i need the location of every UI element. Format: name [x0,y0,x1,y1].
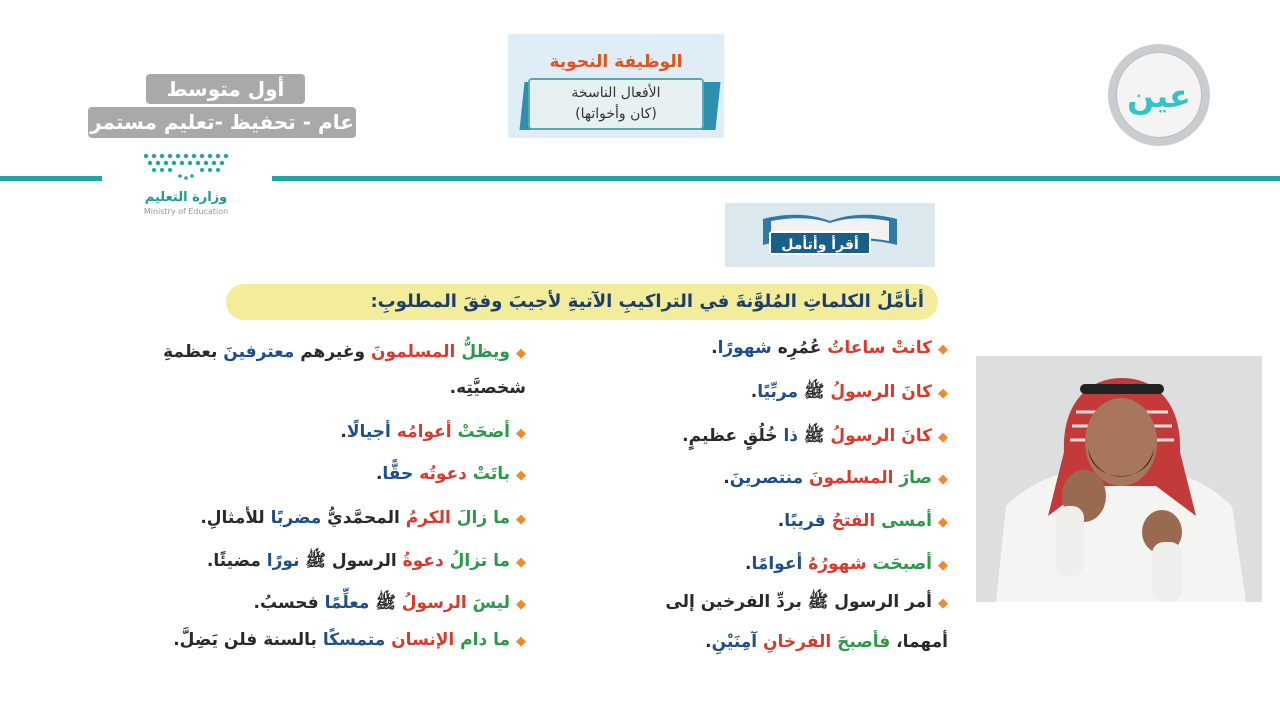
sentence-word: شهورُهُ [808,554,867,574]
sentence-item [340,422,526,442]
sentence-word: الرسولُ [401,593,467,613]
sentence-word: للأمثالِ. [200,508,271,528]
read-reflect-label: أقرأ وأتأمل [769,231,871,255]
sentence-word: أمر الرسول ﷺ بردِّ الفرخين إلى [665,592,932,612]
sentence-item [376,464,526,484]
divider-line [0,176,102,181]
lesson-title: الوظيفة النحوية [549,52,683,72]
sentence-word: منتصرينَ [729,468,804,488]
sentence-word: أعوامُه [396,422,452,442]
sentence-word: المحمَّديُّ [321,508,406,528]
sentence-word: أمهما، [890,632,948,652]
sentence-word: ليسَ [472,593,510,613]
bullet-diamond-icon: ◆ [938,430,948,445]
sentence-word: وغيرهم [294,342,371,362]
read-reflect-card [725,203,935,267]
sentence-item [163,342,526,362]
sentence-word: . [777,511,785,531]
sentence-word: ما زالَ [456,508,510,528]
sentence-word: قريبًا [784,511,826,531]
sentence-word: الرسول ﷺ [299,551,403,571]
sentence-item [682,425,948,450]
sentence-item [778,511,948,531]
presenter-video [976,356,1262,602]
lesson-subtitle-box [528,78,704,130]
sentence-word: . [750,382,758,402]
sentence-word: . [711,338,718,358]
bullet-diamond-icon: ◆ [516,468,526,483]
sentence-item [723,468,948,488]
sentence-word: مضيئًا. [206,551,267,571]
sentence-word: حقًّا [382,464,414,484]
brand-logo [1108,44,1210,146]
sentence-item [711,338,948,358]
sentence-word: معلِّمًا [324,593,370,613]
sentence-word: . [340,422,347,442]
bullet-diamond-icon: ◆ [938,558,948,573]
sentence-word: المسلمونَ [370,342,456,362]
sentence-word: أضحَتْ [457,422,510,442]
sentence-item [665,591,948,616]
bullet-diamond-icon: ◆ [516,597,526,612]
sentence-word: بعظمةِ [163,342,224,362]
bullet-diamond-icon: ◆ [938,472,948,487]
sentence-word: صارَ [899,468,932,488]
lesson-subtitle-line2: (كان وأخواتها) [575,106,657,122]
sentence-word: خُلُقٍ عظيمٍ. [682,426,784,446]
bullet-diamond-icon: ◆ [516,634,526,649]
sentence-word: . [705,632,712,652]
sentence-word: أجيالًا [346,422,391,442]
sentence-word: ذا [783,426,798,446]
sentence-word: شخصيَّتِه. [449,378,526,398]
brand-logo-text: عين [1116,52,1202,138]
sentence-word: ﷺ [798,382,831,402]
sentence-item [200,508,526,528]
sentence-word: ﷺ [798,426,831,446]
ministry-name-ar: وزارة التعليم [144,190,228,205]
bullet-diamond-icon: ◆ [516,346,526,361]
sentence-word: المسلمونَ [809,468,894,488]
sentence-item [705,632,948,652]
sentence-word: . [723,468,730,488]
sentence-word: ﷺ [369,593,402,613]
sentence-word: مضربًا [270,508,322,528]
ministry-dots-icon [140,152,232,182]
sentence-word: . [375,464,383,484]
sentence-word: متمسكًا [322,630,386,650]
bullet-diamond-icon: ◆ [938,596,948,611]
sentence-word: ما تزالُ [449,551,510,571]
bullet-diamond-icon: ◆ [516,512,526,527]
presenter-figure-icon [976,356,1262,602]
sentence-word: الإنسان [391,630,455,650]
bullet-diamond-icon: ◆ [938,515,948,530]
sentence-item [450,378,526,398]
sentence-word: نورًا [266,551,300,571]
sentence-word: الفرخانِ [763,632,832,652]
sentence-word: الكرمُ [405,508,451,528]
sentence-word: ويظلُّ [461,342,510,362]
sentence-word: أمسى [881,511,932,531]
sentence-word: كانَ الرسولُ [830,382,932,402]
sentence-item [745,554,948,574]
track-badge: عام - تحفيظ -تعليم مستمر [88,107,356,138]
sentence-word: شهورًا [717,338,772,358]
sentence-word: آمِنَيْنِ [711,632,758,652]
sentence-word: . [744,554,752,574]
sentence-word: أعوامًا [751,554,803,574]
sentence-word: باتَتْ [472,464,510,484]
sentence-item [207,550,526,575]
sentence-word: فأصبحَ [837,632,891,652]
instruction-banner: أتأمَّلُ الكلماتِ المُلوَّنةَ في التراكيبِ الآتيةِ لأجيبَ وفقَ المطلوبِ: [226,284,938,320]
sentence-word: معترفينَ [223,342,295,362]
sentence-item [751,381,948,406]
lesson-subtitle-line1: الأفعال الناسخة [571,85,661,101]
sentence-word: الفتحُ [831,511,876,531]
sentence-word: دعوةُ [402,551,444,571]
sentence-word: أصبحَت [872,554,932,574]
sentence-word: مربِّيًا [757,382,798,402]
lesson-title-card [508,34,724,138]
sentence-item [254,592,526,617]
bullet-diamond-icon: ◆ [938,386,948,401]
sentence-word: بالسنة فلن يَضِلَّ. [173,630,323,650]
bullet-diamond-icon: ◆ [516,426,526,441]
ministry-name-en: Ministry of Education [143,207,229,216]
sentence-word: ما دام [460,630,510,650]
grade-badge: أول متوسط [146,74,305,104]
sentence-word: كانَ الرسولُ [830,426,932,446]
sentence-word: دعوتُه [419,464,467,484]
bullet-diamond-icon: ◆ [938,342,948,357]
ministry-logo [100,152,272,224]
bullet-diamond-icon: ◆ [516,555,526,570]
divider-line [272,176,1280,181]
sentence-word: فحسبُ. [253,593,325,613]
sentence-word: كانتْ ساعاتُ [827,338,932,358]
sentence-word: عُمُرِه [771,338,828,358]
sentence-item [173,630,526,650]
